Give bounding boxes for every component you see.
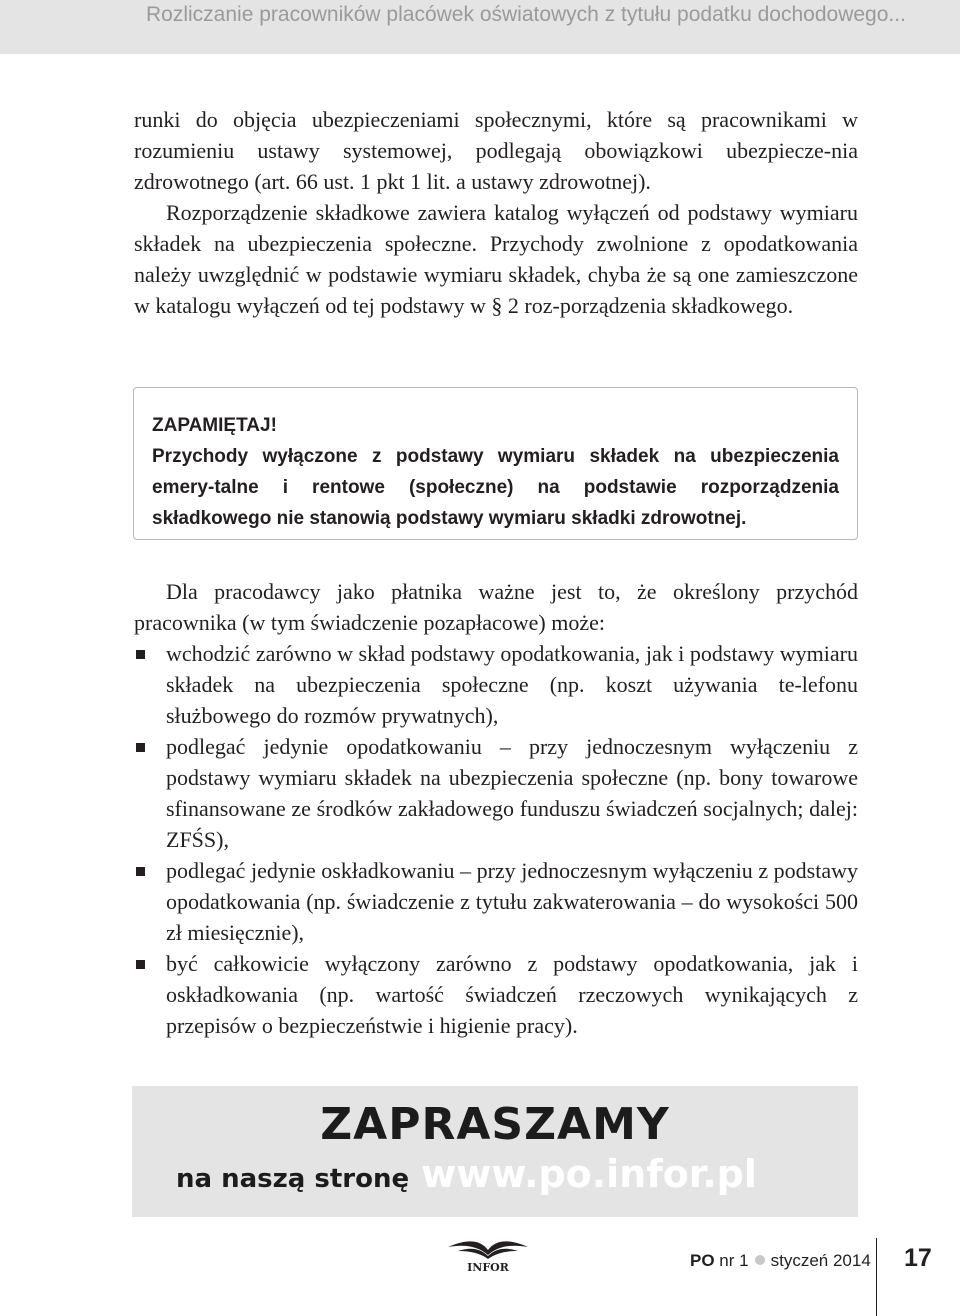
issue-number: nr 1 [719,1251,749,1270]
issue-date: styczeń 2014 [770,1251,871,1270]
square-bullet-icon [136,867,145,876]
paragraph-continuation: runki do objęcia ubezpieczeniami społecznymi, które są pracownikami w rozumieniu ustawy systemowej, podlegają obowiązkowi ubezpiecze-nia zdrowotnego (art. 66 ust. 1 pkt 1 lit. a ustawy zdrowotnej). [134,107,858,194]
square-bullet-icon [136,650,145,659]
footer-divider [876,1238,877,1316]
page-number: 17 [904,1244,932,1272]
list-item [134,855,858,948]
list-item-text: podlegać jedynie oskładkowaniu – przy jednoczesnym wyłączeniu z podstawy opodatkowania (np. świadczenie z tytułu zakwaterowania – do wysokości 500 zł miesięcznie), [166,858,858,945]
promo-url-link[interactable]: www.po.infor.pl [421,1152,757,1196]
square-bullet-icon [136,743,145,752]
promo-line [176,1152,757,1196]
paragraph: Dla pracodawcy jako płatnika ważne jest to, że określony przychód pracownika (w tym świadczenie pozapłacowe) może: [134,579,858,635]
callout-body: Przychody wyłączone z podstawy wymiaru składek na ubezpieczenia emery-talne i rentowe (społeczne) na podstawie rozporządzenia składkowego nie stanowią podstawy wymiaru składki zdrowotnej. [152,446,839,529]
separator-dot-icon [755,1255,765,1265]
infor-logo-icon [440,1237,536,1273]
list-item [134,638,858,731]
remember-callout-box [133,387,858,540]
paragraph: Rozporządzenie składkowe zawiera katalog wyłączeń od podstawy wymiaru składek na ubezpieczenia społeczne. Przychody zwolnione z opodatkowania należy uwzględnić w podstawie wymiaru składek, chyba że są one zamieszczone w katalogu wyłączeń od tej podstawy w § 2 roz-porządzenia składkowego. [134,200,858,318]
header-bar [0,0,960,54]
square-bullet-icon [136,960,145,969]
bullet-list [134,638,858,1041]
promo-subtitle: na naszą stronę [176,1164,410,1194]
list-item [134,948,858,1041]
list-item-text: podlegać jedynie opodatkowaniu – przy jednoczesnym wyłączeniu z podstawy wymiaru składek na ubezpieczenia społeczne (np. bony towarowe sfinansowane ze środków zakładowego funduszu świadczeń socjalnych; dalej: ZFŚS), [166,734,858,852]
article-text-upper [134,104,858,321]
issue-info [690,1251,871,1271]
promo-banner [132,1086,858,1217]
running-header-title: Rozliczanie pracowników placówek oświatowych z tytułu podatku dochodowego... [146,3,906,26]
callout-heading: ZAPAMIĘTAJ! [152,415,277,436]
list-item-text: wchodzić zarówno w skład podstawy opodatkowania, jak i podstawy wymiaru składek na ubezpieczenia społeczne (np. koszt używania te-lefonu służbowego do rozmów prywatnych), [166,641,858,728]
publication-code: PO [690,1251,715,1270]
list-item [134,731,858,855]
logo-wordmark: INFOR [467,1261,509,1273]
article-text-lower [134,576,858,1041]
list-item-text: być całkowicie wyłączony zarówno z podstawy opodatkowania, jak i oskładkowania (np. wartość świadczeń rzeczowych wynikających z przepisów o bezpieczeństwie i higienie pracy). [166,951,858,1038]
promo-title: ZAPRASZAMY [320,1099,670,1150]
